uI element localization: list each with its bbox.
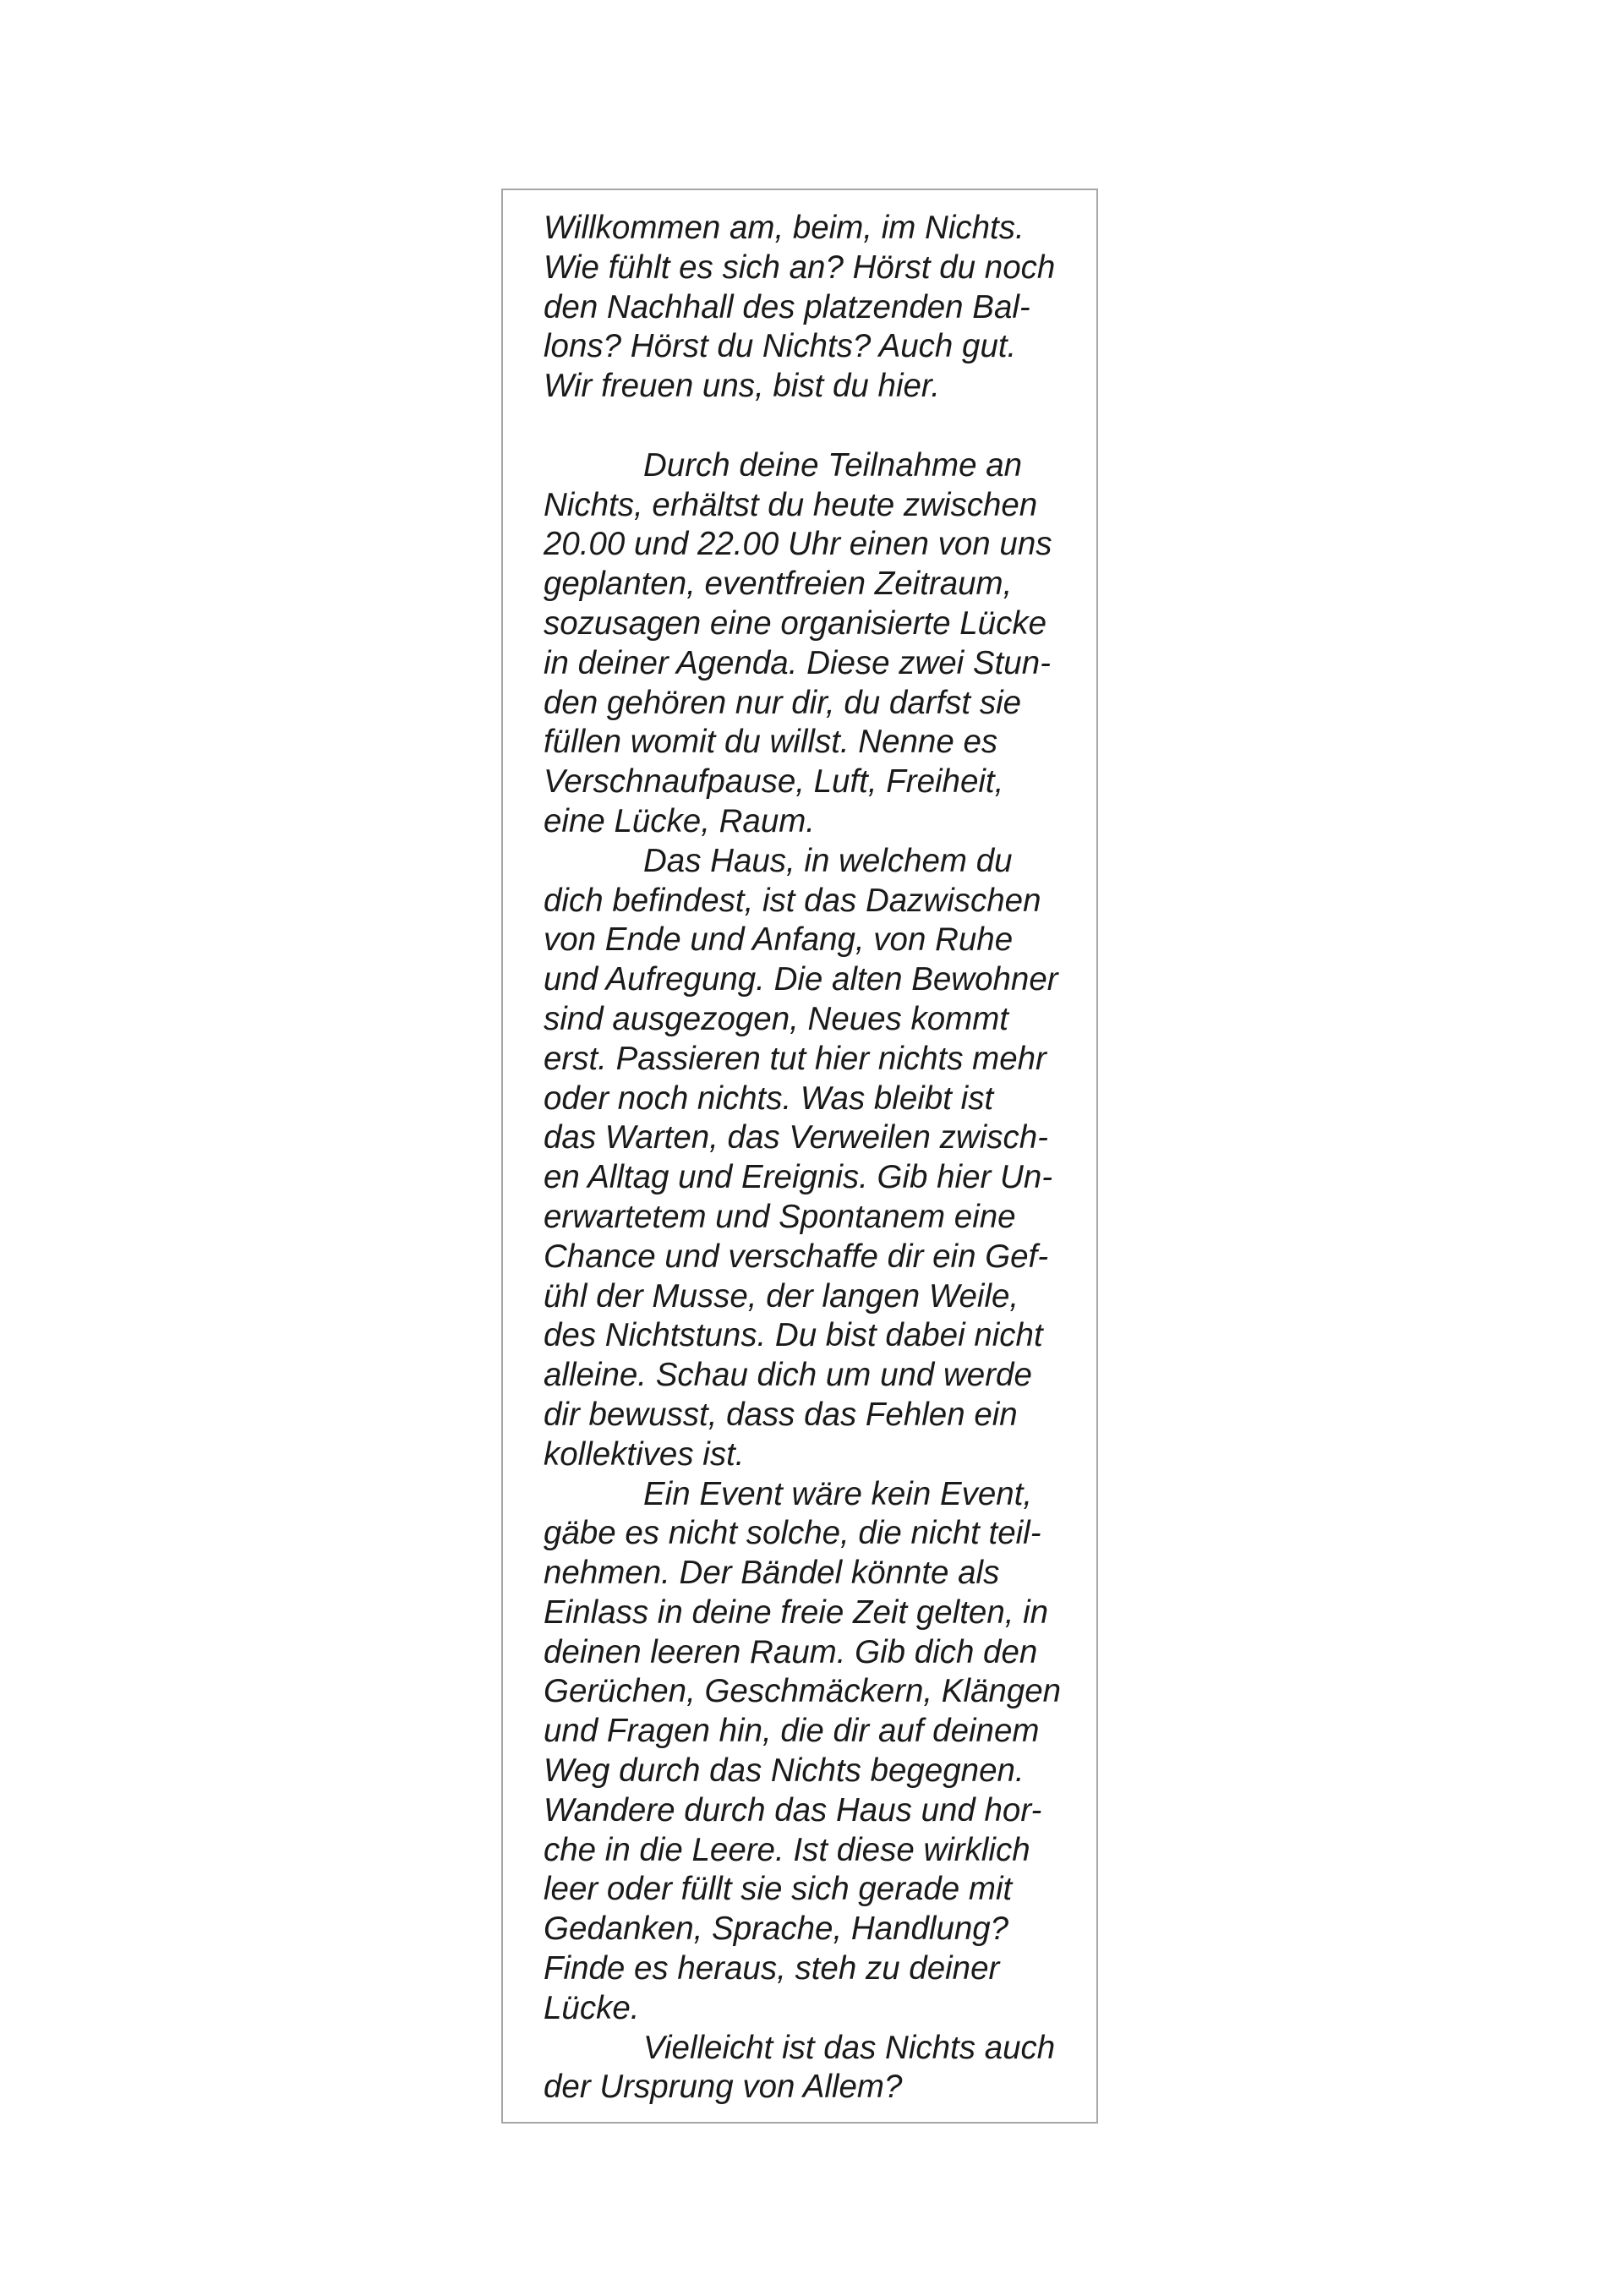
paragraph-line: von Ende und Anfang, von Ruhe — [544, 921, 1014, 959]
paragraph-line: Lücke. — [544, 1989, 640, 2026]
paragraph-line: deinen leeren Raum. Gib dich den — [544, 1633, 1038, 1670]
paragraph-line: Weg durch das Nichts begegnen. — [544, 1752, 1025, 1790]
paragraph-line: den gehören nur dir, du darfst sie — [544, 684, 1022, 721]
paragraph-line: der Ursprung von Allem? — [544, 2069, 903, 2106]
paragraph — [544, 1475, 1076, 2029]
paragraph-line: den Nachhall des platzenden Bal- — [544, 288, 1030, 325]
paragraph-line: geplanten, eventfreien Zeitraum, — [544, 566, 1013, 603]
paragraph-line: Gedanken, Sprache, Handlung? — [544, 1911, 1009, 1948]
paragraph-line: ühl der Musse, der langen Weile, — [544, 1277, 1019, 1315]
paragraph — [544, 2029, 1076, 2108]
paragraph-line: in deiner Agenda. Diese zwei Stun- — [544, 644, 1051, 681]
paragraph-first-line: Vielleicht ist das Nichts auch — [643, 2029, 1056, 2066]
paragraph-line: Einlass in deine freie Zeit gelten, in — [544, 1594, 1049, 1631]
paragraph-line: des Nichtstuns. Du bist dabei nicht — [544, 1317, 1043, 1354]
paragraph-line: lons? Hörst du Nichts? Auch gut. — [544, 328, 1017, 365]
paragraph-line: Nichts, erhältst du heute zwischen — [544, 486, 1038, 523]
paragraph-line: Gerüchen, Geschmäckern, Klängen — [544, 1673, 1062, 1710]
paragraph-line: Wie fühlt es sich an? Hörst du noch — [544, 249, 1056, 286]
paragraph — [544, 842, 1076, 1475]
paragraph-line: dir bewusst, dass das Fehlen ein — [544, 1396, 1018, 1433]
paragraph-line: und Fragen hin, die dir auf deinem — [544, 1713, 1040, 1750]
paragraph-line: alleine. Schau dich um und werde — [544, 1357, 1032, 1394]
paragraph — [544, 446, 1076, 842]
paragraph-line: Finde es heraus, steh zu deiner — [544, 1950, 1000, 1987]
paragraph-line: Wandere durch das Haus und hor- — [544, 1791, 1042, 1829]
paragraph-line: eine Lücke, Raum. — [544, 802, 816, 839]
paragraph-spacer — [544, 407, 1076, 446]
paragraph-line: 20.00 und 22.00 Uhr einen von uns — [544, 526, 1052, 563]
paragraph-line: che in die Leere. Ist diese wirklich — [544, 1831, 1030, 1868]
paragraph-line: Chance und verschaffe dir ein Gef- — [544, 1238, 1049, 1275]
paragraph-line: erwartetem und Spontanem eine — [544, 1198, 1016, 1235]
paragraph — [544, 209, 1076, 407]
paragraph-line: oder noch nichts. Was bleibt ist — [544, 1080, 994, 1117]
paragraph-first-line: Durch deine Teilnahme an — [643, 446, 1023, 484]
paragraph-first-line: Ein Event wäre kein Event, — [643, 1475, 1033, 1512]
paragraph-line: das Warten, das Verweilen zwisch- — [544, 1119, 1048, 1156]
paragraph-line: nehmen. Der Bändel könnte als — [544, 1555, 1000, 1592]
paragraph-line: sozusagen eine organisierte Lücke — [544, 604, 1047, 642]
text-frame — [501, 189, 1098, 2124]
paragraph-line: sind ausgezogen, Neues kommt — [544, 1000, 1008, 1037]
paragraph-line: Verschnaufpause, Luft, Freiheit, — [544, 763, 1004, 801]
paragraph-line: kollektives ist. — [544, 1435, 745, 1473]
paragraph-line: dich befindest, ist das Dazwischen — [544, 882, 1041, 919]
paragraph-line: füllen womit du willst. Nenne es — [544, 724, 998, 761]
paragraph-line: erst. Passieren tut hier nichts mehr — [544, 1040, 1046, 1077]
paragraph-first-line: Willkommen am, beim, im Nichts. — [544, 210, 1025, 246]
paragraph-line: und Aufregung. Die alten Bewohner — [544, 961, 1058, 998]
paragraph-line: gäbe es nicht solche, die nicht teil- — [544, 1515, 1041, 1552]
paragraph-line: Wir freuen uns, bist du hier. — [544, 368, 940, 405]
paragraph-first-line: Das Haus, in welchem du — [643, 842, 1013, 879]
paragraph-line: leer oder füllt sie sich gerade mit — [544, 1871, 1013, 1908]
paragraph-line: en Alltag und Ereignis. Gib hier Un- — [544, 1159, 1053, 1196]
